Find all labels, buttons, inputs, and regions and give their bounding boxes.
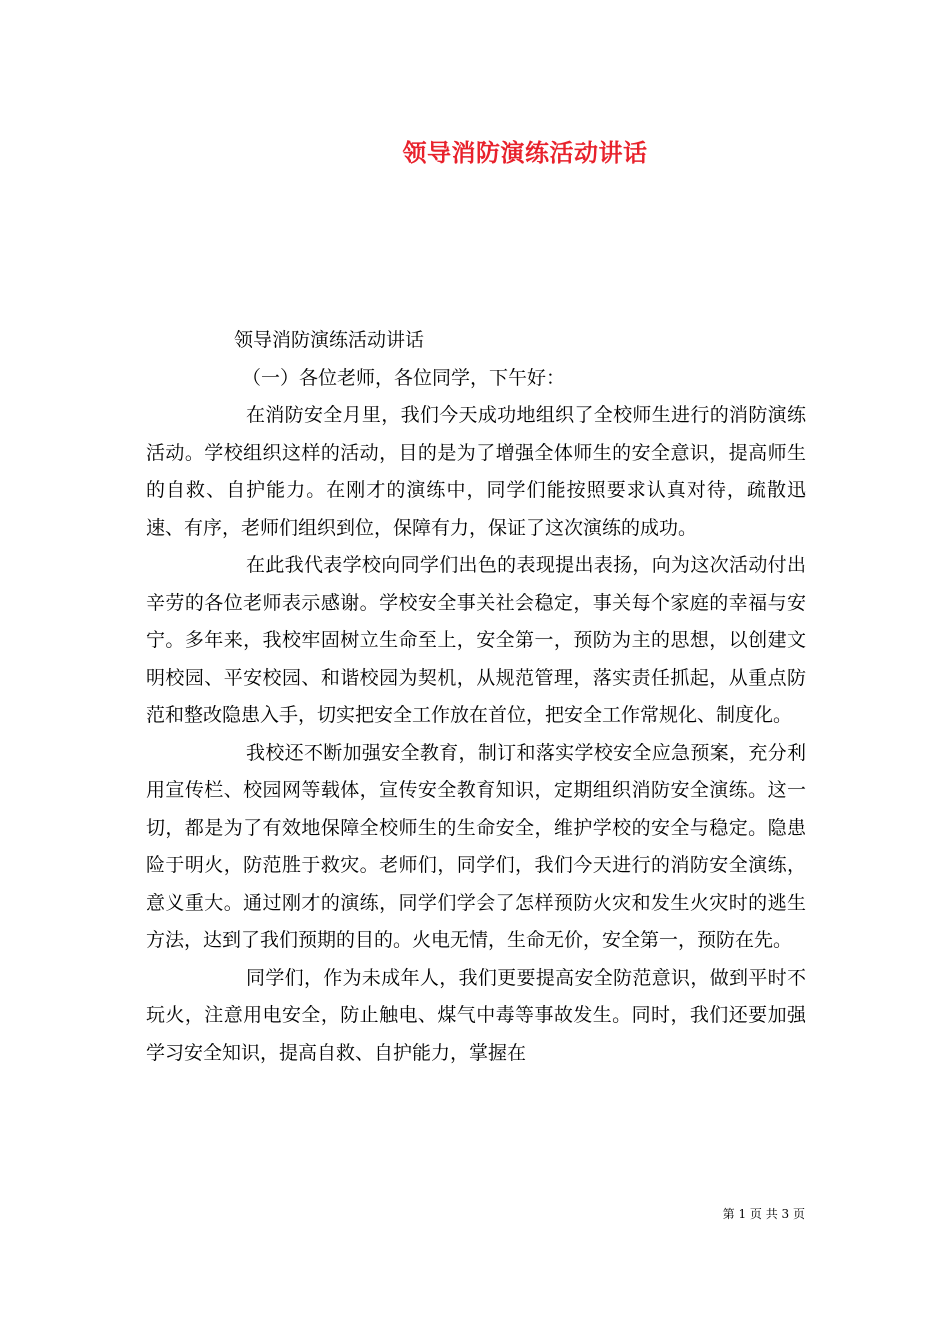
page-number: 第 1 页 共 3 页	[722, 1207, 805, 1221]
paragraph: 我校还不断加强安全教育，制订和落实学校安全应急预案，充分利用宣传栏、校园网等载体，宣传安全教育知识，定期组织消防安全演练。这一切，都是为了有效地保障全校师生的生命安全，维护学校的安全与稳定。隐患险于明火，防范胜于救灾。老师们，同学们，我们今天进行的消防安全演练，意义重大。通过刚才的演练，同学们学会了怎样预防火灾和发生火灾时的逃生方法，达到了我们预期的目的。火电无情，生命无价，安全第一，预防在先。	[146, 741, 806, 951]
document-title: 领导消防演练活动讲话	[402, 139, 648, 167]
document-body	[146, 322, 806, 1072]
salutation: （一）各位老师，各位同学，下午好：	[242, 366, 566, 389]
document-subtitle: 领导消防演练活动讲话	[234, 329, 425, 351]
paragraph: 在消防安全月里，我们今天成功地组织了全校师生进行的消防演练活动。学校组织这样的活动，目的是为了增强全体师生的安全意识，提高师生的自救、自护能力。在刚才的演练中，同学们能按照要求认真对待，疏散迅速、有序，老师们组织到位，保障有力，保证了这次演练的成功。	[146, 404, 806, 539]
paragraph: 在此我代表学校向同学们出色的表现提出表扬，向为这次活动付出辛劳的各位老师表示感谢。学校安全事关社会稳定，事关每个家庭的幸福与安宁。多年来，我校牢固树立生命至上，安全第一，预防为主的思想，以创建文明校园、平安校园、和谐校园为契机，从规范管理，落实责任抓起，从重点防范和整改隐患入手，切实把安全工作放在首位，把安全工作常规化、制度化。	[146, 554, 806, 726]
paragraph: 同学们，作为未成年人，我们更要提高安全防范意识，做到平时不玩火，注意用电安全，防止触电、煤气中毒等事故发生。同时，我们还要加强学习安全知识，提高自救、自护能力，掌握在	[146, 966, 806, 1064]
